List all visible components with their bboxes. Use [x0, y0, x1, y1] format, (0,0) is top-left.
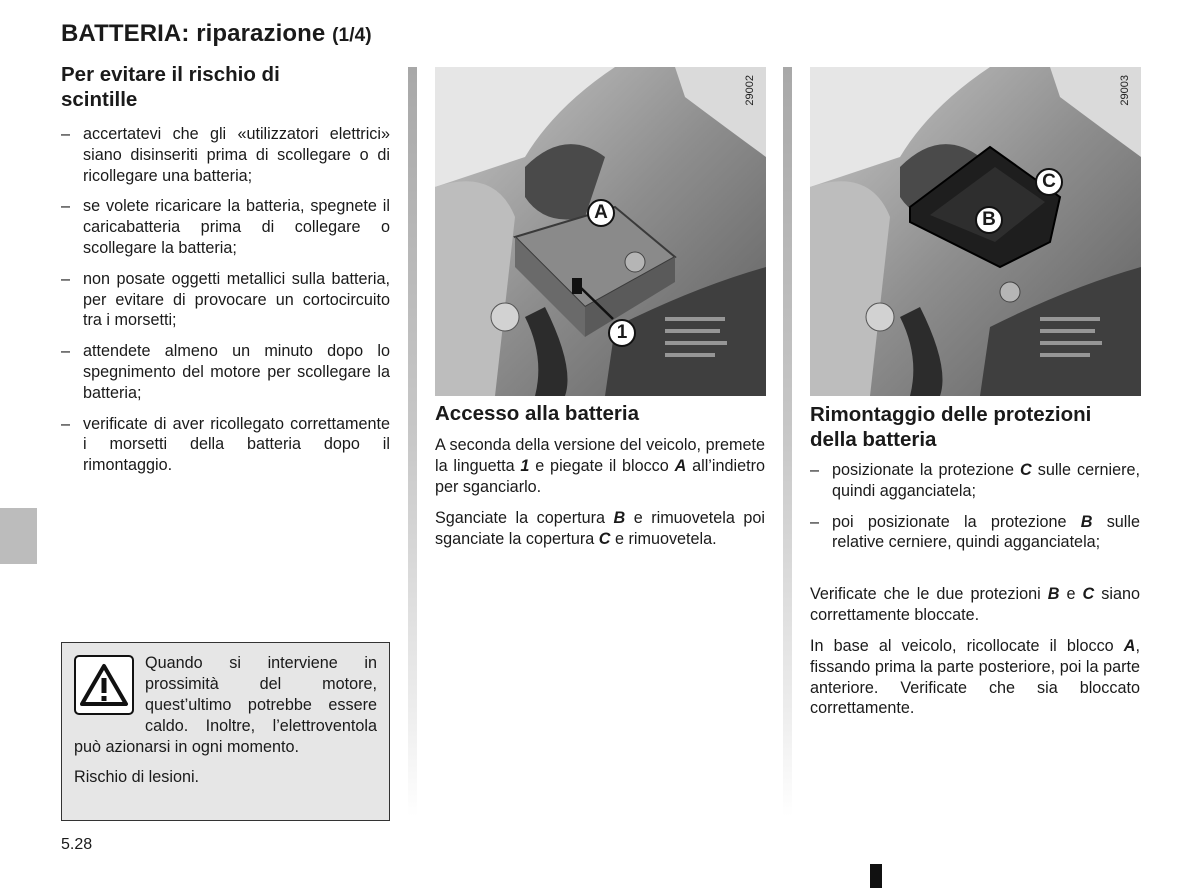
- section-title-sparks: Per evitare il rischio di scintille: [61, 63, 280, 111]
- reference-label: B: [1080, 512, 1093, 531]
- access-paragraph-1: [435, 435, 765, 497]
- text-run: e piegate il blocco: [529, 456, 675, 475]
- text-run: e: [1059, 585, 1083, 603]
- refit-paragraph-2: [810, 636, 1140, 719]
- photo-code: 29002: [744, 75, 756, 106]
- reference-label: C: [1082, 585, 1095, 603]
- column-divider: [783, 67, 792, 817]
- access-paragraph-2: [435, 508, 765, 550]
- reference-label: 1: [520, 456, 530, 475]
- page-title: [61, 20, 372, 48]
- text-run: poi posizionate la protezione: [832, 512, 1081, 531]
- text-run: all’indietro per sganciarlo.: [435, 456, 765, 496]
- refit-paragraph-1: [810, 584, 1140, 626]
- text-run: A seconda della versione del veicolo, premete la linguetta: [435, 436, 765, 475]
- reference-label: A: [1123, 637, 1136, 655]
- text-run: Verificate che le due protezioni: [810, 585, 1048, 603]
- list-item: – verificate di aver ricollegato correttamente i morsetti della batteria dopo il rimontaggio.: [61, 414, 390, 476]
- text-run: siano correttamente bloccate.: [810, 585, 1140, 624]
- page-title-part: (1/4): [332, 25, 372, 46]
- bottom-marker: [870, 864, 882, 888]
- text-run: , fissando prima la parte posteriore, poi la parte anteriore. Verificate che sia bloccato correttamente.: [810, 637, 1140, 718]
- reference-label: C: [1020, 461, 1032, 479]
- callout-a: A: [587, 199, 615, 227]
- section-title-access: Accesso alla batteria: [435, 402, 639, 425]
- callout-1: 1: [608, 319, 636, 347]
- list-item: – accertatevi che gli «utilizzatori elettrici» siano disinseriti prima di scollegare o di ricollegare una batteria;: [61, 124, 390, 186]
- text-run: Sganciate la copertura: [435, 509, 614, 527]
- text-run: e rimuovetela poi sganciate la copertura: [435, 509, 765, 548]
- warning-text: Quando si interviene in prossimità del motore, quest’ultimo potrebbe essere caldo. Inoltre, l’elettroventola può azionarsi in ogni momento.: [74, 654, 377, 756]
- sparks-bullet-list: [61, 124, 390, 486]
- callout-b: B: [975, 206, 1003, 234]
- callout-c: C: [1035, 168, 1063, 196]
- list-item: [810, 460, 1140, 502]
- text-run: sulle cerniere, quindi agganciatela;: [832, 461, 1140, 500]
- chapter-tab: [0, 508, 37, 564]
- list-item: – se volete ricaricare la batteria, spegnete il caricabatteria prima di collegare o scollegare la batteria;: [61, 196, 390, 258]
- text-run: In base al veicolo, ricollocate il blocco: [810, 637, 1124, 655]
- section-title-refit: Rimontaggio delle protezioni della batteria: [810, 403, 1092, 451]
- refit-bullet-list: [810, 460, 1140, 563]
- reference-label: B: [613, 509, 626, 527]
- reference-label: A: [674, 456, 687, 475]
- photo-code: 29003: [1119, 75, 1131, 106]
- reference-label: C: [598, 529, 611, 548]
- reference-label: B: [1047, 585, 1060, 603]
- column-divider: [408, 67, 417, 817]
- list-item: – non posate oggetti metallici sulla batteria, per evitare di provocare un cortocircuito tra i morsetti;: [61, 269, 390, 331]
- list-item: [810, 512, 1140, 554]
- page-number: 5.28: [61, 836, 93, 853]
- list-item: – attendete almeno un minuto dopo lo spegnimento del motore per scollegare la batteria;: [61, 341, 390, 403]
- photo-battery-access: [435, 67, 766, 396]
- text-run: sulle relative cerniere, quindi agganciatela;: [832, 512, 1140, 552]
- text-run: posizionate la protezione: [832, 461, 1021, 479]
- warning-box: [61, 642, 390, 821]
- page-title-text: BATTERIA: riparazione: [61, 20, 326, 47]
- text-run: e rimuovetela.: [610, 529, 717, 548]
- photo-battery-protection: [810, 67, 1141, 396]
- warning-triangle-icon: [74, 655, 134, 715]
- warning-footnote: Rischio di lesioni.: [74, 768, 200, 786]
